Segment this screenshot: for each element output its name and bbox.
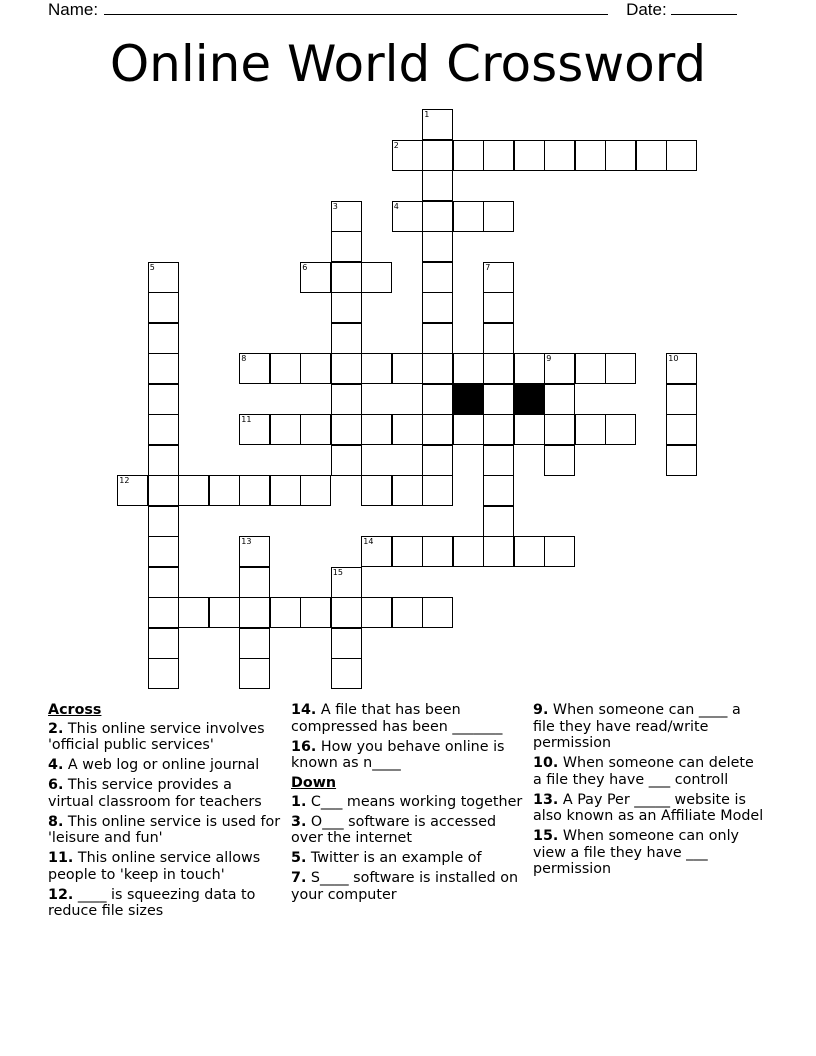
clue-item	[48, 777, 282, 810]
clue-number: 6	[302, 262, 308, 272]
clue-text: A Pay Per _____ website is also known as an Affiliate Model	[533, 791, 764, 824]
clue-number-label: 8.	[48, 813, 64, 830]
clue-cell-1[interactable]	[422, 109, 453, 140]
clue-text: S____ software is installed on your computer	[291, 870, 519, 903]
clue-number: 2	[393, 140, 399, 150]
clue-number: 15	[332, 567, 343, 577]
clue-number: 3	[332, 201, 338, 211]
answer-cell[interactable]	[422, 445, 453, 476]
across-heading: Across	[48, 702, 102, 718]
clue-number-label: 9.	[533, 702, 549, 718]
answer-cell[interactable]	[178, 597, 209, 628]
answer-cell[interactable]	[270, 475, 301, 506]
answer-cell[interactable]	[392, 475, 423, 506]
answer-cell[interactable]	[148, 506, 179, 537]
clue-item	[533, 702, 767, 752]
answer-cell[interactable]	[666, 445, 697, 476]
answer-cell[interactable]	[148, 323, 179, 354]
answer-cell[interactable]	[148, 658, 179, 689]
answer-cell[interactable]	[544, 140, 575, 171]
answer-cell[interactable]	[239, 475, 270, 506]
clue-number: 4	[393, 201, 399, 211]
answer-cell[interactable]	[666, 384, 697, 415]
clue-item	[291, 850, 525, 867]
answer-cell[interactable]	[361, 597, 392, 628]
clue-number: 7	[485, 262, 491, 272]
answer-cell[interactable]	[514, 140, 545, 171]
clue-number-label: 11.	[48, 850, 74, 866]
answer-cell[interactable]	[483, 323, 514, 354]
answer-cell[interactable]	[392, 597, 423, 628]
answer-cell[interactable]	[361, 353, 392, 384]
answer-cell[interactable]	[422, 201, 453, 232]
answer-cell[interactable]	[148, 353, 179, 384]
answer-cell[interactable]	[422, 384, 453, 415]
answer-cell[interactable]	[483, 292, 514, 323]
down-heading: Down	[291, 775, 337, 791]
clue-text: How you behave online is known as n____	[291, 738, 505, 771]
clue-item	[533, 828, 767, 878]
answer-cell[interactable]	[331, 628, 362, 659]
clue-cell-6[interactable]	[300, 262, 331, 293]
clue-number-label: 7.	[291, 870, 307, 886]
answer-cell[interactable]	[392, 536, 423, 567]
clue-item	[291, 814, 525, 847]
clue-text: This online service allows people to 'keep in touch'	[48, 850, 261, 883]
answer-cell[interactable]	[422, 475, 453, 506]
clue-text: C___ means working together	[306, 793, 523, 810]
clue-number: 9	[546, 354, 552, 364]
answer-cell[interactable]	[422, 353, 453, 384]
answer-cell[interactable]	[331, 292, 362, 323]
answer-cell[interactable]	[148, 567, 179, 598]
answer-cell[interactable]	[148, 445, 179, 476]
clue-number-label: 3.	[291, 813, 307, 830]
clue-item	[48, 757, 282, 774]
clue-cell-9[interactable]	[544, 353, 575, 384]
answer-cell[interactable]	[422, 536, 453, 567]
answer-cell[interactable]	[483, 414, 514, 445]
answer-cell[interactable]	[331, 231, 362, 262]
answer-cell[interactable]	[483, 475, 514, 506]
clue-number: 5	[149, 262, 155, 272]
answer-cell[interactable]	[331, 658, 362, 689]
answer-cell[interactable]	[483, 506, 514, 537]
answer-cell[interactable]	[666, 414, 697, 445]
answer-cell[interactable]	[483, 384, 514, 415]
clue-cell-8[interactable]	[239, 353, 270, 384]
clue-cell-14[interactable]	[361, 536, 392, 567]
clue-item	[533, 792, 767, 825]
clues-column-3	[533, 702, 767, 881]
clue-text: When someone can delete a file they have ___ controll	[533, 755, 754, 788]
clue-number: 11	[241, 415, 252, 425]
answer-cell[interactable]	[361, 414, 392, 445]
answer-cell[interactable]	[148, 475, 179, 506]
clue-cell-10[interactable]	[666, 353, 697, 384]
answer-cell[interactable]	[331, 597, 362, 628]
answer-cell[interactable]	[544, 384, 575, 415]
clue-number-label: 4.	[48, 757, 64, 773]
answer-cell[interactable]	[483, 353, 514, 384]
answer-cell[interactable]	[331, 323, 362, 354]
clue-cell-12[interactable]	[117, 475, 148, 506]
answer-cell[interactable]	[453, 414, 484, 445]
answer-cell[interactable]	[483, 140, 514, 171]
answer-cell[interactable]	[422, 292, 453, 323]
clue-number: 8	[241, 354, 247, 364]
clue-item	[48, 887, 282, 920]
answer-cell[interactable]	[575, 353, 606, 384]
answer-cell[interactable]	[392, 414, 423, 445]
clue-cell-13[interactable]	[239, 536, 270, 567]
answer-cell[interactable]	[331, 353, 362, 384]
clue-number: 14	[363, 537, 374, 547]
answer-cell[interactable]	[422, 140, 453, 171]
clue-text: Twitter is an example of	[306, 850, 482, 866]
answer-cell[interactable]	[575, 414, 606, 445]
black-square	[453, 384, 484, 415]
clue-number: 10	[668, 354, 679, 364]
answer-cell[interactable]	[148, 292, 179, 323]
clue-text: When someone can ____ a file they have read/write permission	[533, 702, 741, 751]
answer-cell[interactable]	[422, 414, 453, 445]
clue-number-label: 13.	[533, 791, 559, 808]
page-title: Online World Crossword	[109, 35, 707, 93]
answer-cell[interactable]	[422, 323, 453, 354]
clue-cell-4[interactable]	[392, 201, 423, 232]
clue-item	[48, 850, 282, 883]
answer-cell[interactable]	[239, 658, 270, 689]
clue-number-label: 15.	[533, 828, 559, 844]
clue-text: When someone can only view a file they have ___ permission	[533, 828, 740, 877]
clue-text: ____ is squeezing data to reduce file sizes	[48, 886, 256, 919]
clue-number-label: 12.	[48, 886, 74, 903]
clue-item	[291, 739, 525, 772]
answer-cell[interactable]	[453, 353, 484, 384]
clue-number-label: 6.	[48, 777, 64, 793]
answer-cell[interactable]	[270, 597, 301, 628]
clue-number: 13	[241, 537, 252, 547]
answer-cell[interactable]	[514, 536, 545, 567]
answer-cell[interactable]	[514, 353, 545, 384]
answer-cell[interactable]	[300, 353, 331, 384]
clue-item	[48, 814, 282, 847]
answer-cell[interactable]	[148, 628, 179, 659]
answer-cell[interactable]	[392, 353, 423, 384]
answer-cell[interactable]	[361, 262, 392, 293]
name-label: Name:	[48, 0, 99, 19]
answer-cell[interactable]	[331, 384, 362, 415]
clue-cell-15[interactable]	[331, 567, 362, 598]
answer-cell[interactable]	[300, 597, 331, 628]
answer-cell[interactable]	[666, 140, 697, 171]
answer-cell[interactable]	[605, 353, 636, 384]
answer-cell[interactable]	[544, 536, 575, 567]
answer-cell[interactable]	[239, 567, 270, 598]
answer-cell[interactable]	[605, 140, 636, 171]
date-label: Date:	[626, 0, 667, 19]
clue-number-label: 5.	[291, 850, 307, 866]
answer-cell[interactable]	[483, 201, 514, 232]
answer-cell[interactable]	[239, 628, 270, 659]
answer-cell[interactable]	[331, 414, 362, 445]
answer-cell[interactable]	[331, 262, 362, 293]
clue-number: 1	[424, 110, 430, 120]
answer-cell[interactable]	[575, 140, 606, 171]
black-square	[514, 384, 545, 415]
clue-cell-5[interactable]	[148, 262, 179, 293]
clue-number-label: 14.	[291, 702, 317, 718]
answer-cell[interactable]	[209, 597, 240, 628]
answer-cell[interactable]	[453, 140, 484, 171]
clue-cell-3[interactable]	[331, 201, 362, 232]
answer-cell[interactable]	[239, 597, 270, 628]
answer-cell[interactable]	[422, 231, 453, 262]
answer-cell[interactable]	[636, 140, 667, 171]
clue-text: O___ software is accessed over the internet	[291, 813, 497, 846]
answer-cell[interactable]	[148, 384, 179, 415]
answer-cell[interactable]	[331, 445, 362, 476]
clue-cell-11[interactable]	[239, 414, 270, 445]
clue-cell-7[interactable]	[483, 262, 514, 293]
answer-cell[interactable]	[514, 414, 545, 445]
clue-cell-2[interactable]	[392, 140, 423, 171]
answer-cell[interactable]	[270, 353, 301, 384]
answer-cell[interactable]	[544, 445, 575, 476]
answer-cell[interactable]	[148, 536, 179, 567]
answer-cell[interactable]	[300, 414, 331, 445]
clue-number-label: 10.	[533, 755, 559, 771]
clue-number: 12	[119, 476, 130, 486]
answer-cell[interactable]	[605, 414, 636, 445]
answer-cell[interactable]	[544, 414, 575, 445]
clues-column-1	[48, 702, 282, 923]
clue-number-label: 2.	[48, 720, 64, 737]
answer-cell[interactable]	[178, 475, 209, 506]
answer-cell[interactable]	[300, 475, 331, 506]
answer-cell[interactable]	[361, 475, 392, 506]
clue-text: A web log or online journal	[63, 757, 260, 773]
clue-item	[291, 794, 525, 811]
answer-cell[interactable]	[209, 475, 240, 506]
clue-text: This service provides a virtual classroom for teachers	[48, 777, 262, 810]
clue-number-label: 16.	[291, 738, 317, 755]
answer-cell[interactable]	[148, 414, 179, 445]
answer-cell[interactable]	[148, 597, 179, 628]
clue-text: This online service involves 'official public services'	[48, 720, 265, 753]
clues-column-2	[291, 702, 525, 907]
clue-item	[533, 755, 767, 788]
answer-cell[interactable]	[422, 170, 453, 201]
answer-cell[interactable]	[483, 536, 514, 567]
clue-text: This online service is used for 'leisure and fun'	[48, 813, 281, 846]
answer-cell[interactable]	[422, 597, 453, 628]
clue-text: A file that has been compressed has been _______	[291, 702, 503, 735]
clue-number-label: 1.	[291, 793, 307, 810]
answer-cell[interactable]	[483, 445, 514, 476]
clue-item	[291, 702, 525, 735]
answer-cell[interactable]	[453, 201, 484, 232]
answer-cell[interactable]	[453, 536, 484, 567]
answer-cell[interactable]	[270, 414, 301, 445]
answer-cell[interactable]	[422, 262, 453, 293]
clue-item	[291, 870, 525, 903]
clue-item	[48, 721, 282, 754]
